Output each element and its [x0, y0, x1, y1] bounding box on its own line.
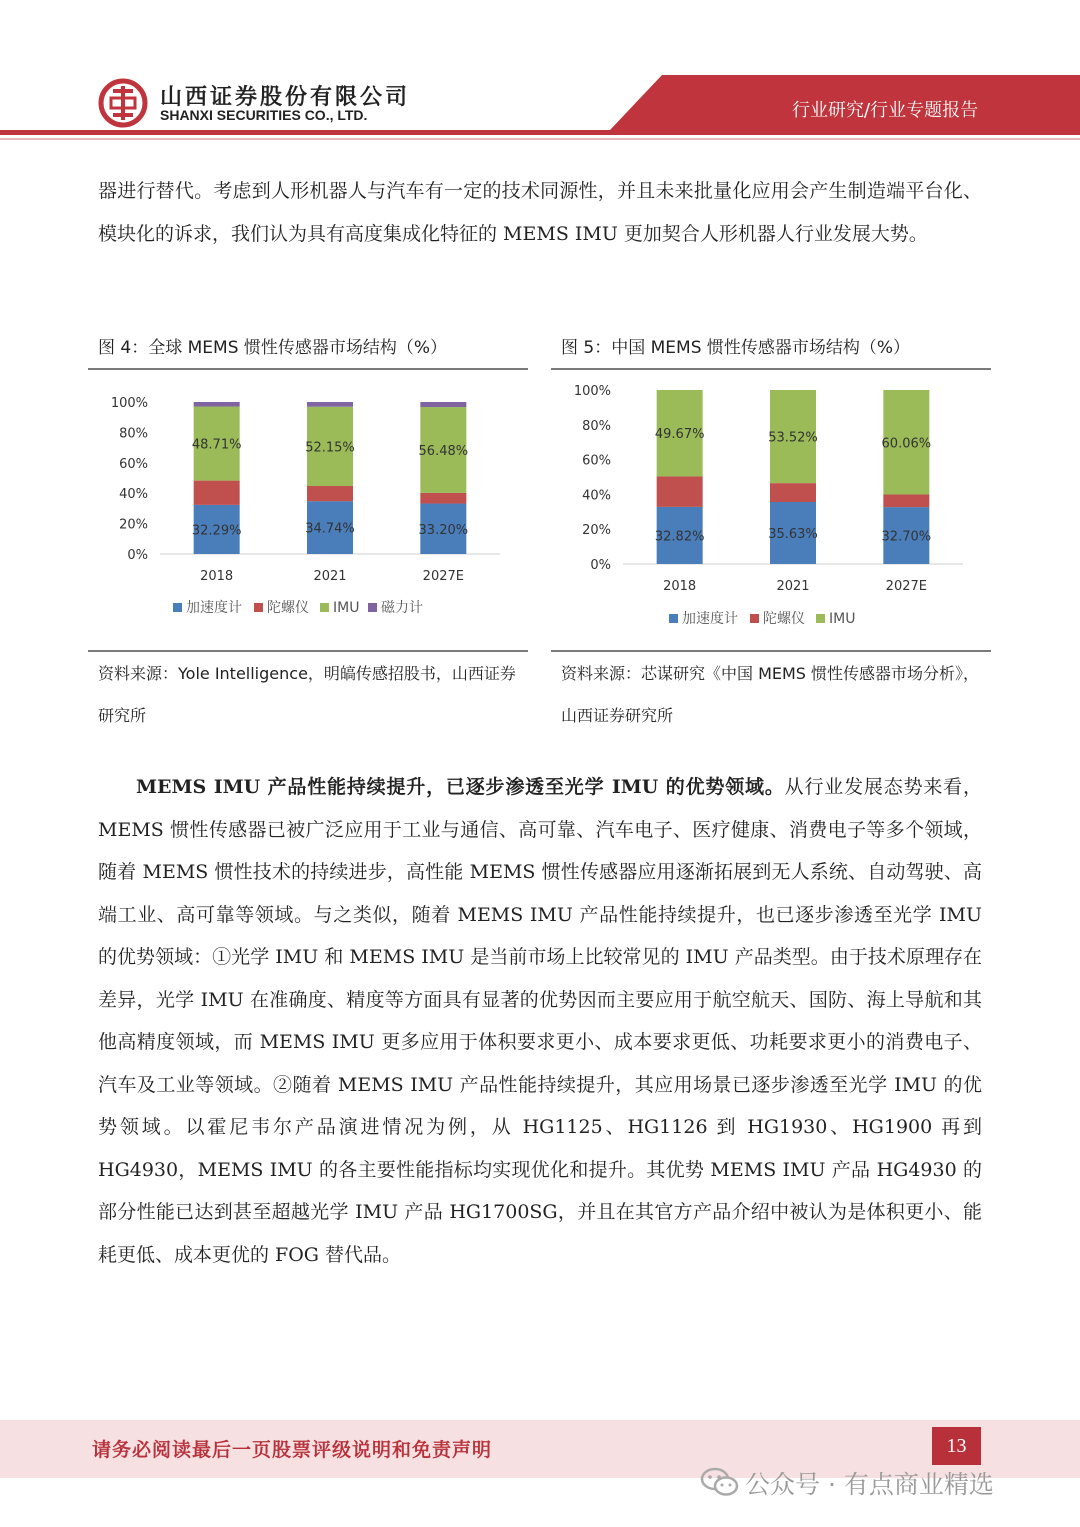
- wechat-icon: [700, 1466, 740, 1498]
- x-tick-label: 2021: [776, 579, 810, 594]
- figure4-chart: [88, 376, 528, 646]
- company-logo-icon: [98, 78, 148, 128]
- legend-label: IMU: [333, 600, 360, 616]
- paragraph-body-text: 从行业发展态势来看，MEMS 惯性传感器已被广泛应用于工业与通信、高可靠、汽车电子、医疗健康、消费电子等多个领域，随着 MEMS 惯性技术的持续进步，高性能 MEMS 惯性传感器应用逐渐拓展到无人系统、自动驾驶、高端工业、高可靠等领域。与之类似，随着 MEMS IMU 产品性能持续提升，也已逐步渗透至光学 IMU 的优势领域：①光学 IMU 和 MEMS IMU 是当前市场上比较常见的 IMU 产品类型。由于技术原理存在差异，光学 IMU 在准确度、精度等方面具有显著的优势因而主要应用于航空航天、国防、海上导航和其他高精度领域，而 MEMS IMU 更多应用于体积要求更小、成本要求更低、功耗要求更小的消费电子、汽车及工业等领域。②随着 MEMS IMU 产品性能持续提升，其应用场景已逐步渗透至光学 IMU 的优势领域。以霍尼韦尔产品演进情况为例，从 HG1125、HG1126 到 HG1930、HG1900 再到 HG4930，MEMS IMU 的各主要性能指标均实现优化和提升。其优势 MEMS IMU 产品 HG4930 的部分性能已达到甚至超越光学 IMU 产品 HG1700SG，并且在其官方产品介绍中被认为是体积更小、能耗更低、成本更优的 FOG 替代品。: [98, 776, 982, 1266]
- y-tick-label: 40%: [582, 488, 611, 504]
- figure5-chart: [551, 376, 991, 646]
- legend-label: IMU: [829, 611, 856, 627]
- data-label: 33.20%: [418, 522, 469, 538]
- disclaimer-text: 请务必阅读最后一页股票评级说明和免责声明: [92, 1439, 493, 1461]
- page-header: [0, 0, 1080, 150]
- data-label: 48.71%: [191, 437, 242, 453]
- figure4-title: 图 4：全球 MEMS 惯性传感器市场结构（%）: [98, 338, 448, 358]
- bar-segment: [307, 402, 353, 407]
- data-label: 53.52%: [768, 430, 818, 446]
- data-label: 35.63%: [768, 527, 818, 543]
- data-label: 52.15%: [305, 440, 355, 456]
- y-tick-label: 20%: [119, 517, 148, 533]
- x-tick-label: 2018: [663, 579, 697, 594]
- data-label: 32.70%: [881, 529, 932, 545]
- data-label: 49.67%: [654, 427, 705, 443]
- company-name-cn: 山西证券股份有限公司: [160, 85, 411, 110]
- y-tick-label: 80%: [582, 418, 611, 434]
- bar-segment: [420, 493, 466, 504]
- legend-swatch: [173, 603, 182, 612]
- data-label: 56.48%: [418, 443, 469, 459]
- figure5-source: 资料来源：芯谋研究《中国 MEMS 惯性传感器市场分析》，山西证券研究所: [561, 664, 980, 725]
- legend-label: 陀螺仪: [763, 611, 805, 627]
- legend-swatch: [320, 603, 329, 612]
- x-tick-label: 2027E: [422, 569, 464, 584]
- y-tick-label: 60%: [119, 456, 148, 472]
- data-label: 34.74%: [305, 521, 355, 537]
- figure5-title: 图 5：中国 MEMS 惯性传感器市场结构（%）: [561, 338, 911, 358]
- bar-segment: [194, 481, 240, 505]
- paragraph-body: [98, 766, 982, 1276]
- bar-segment: [883, 495, 929, 508]
- y-tick-label: 20%: [582, 523, 611, 539]
- data-label: 32.82%: [654, 529, 705, 545]
- paragraph-intro: 器进行替代。考虑到人形机器人与汽车有一定的技术同源性，并且未来批量化应用会产生制造端平台化、模块化的诉求，我们认为具有高度集成化特征的 MEMS IMU 更加契合人形机器人行业发展大势。: [98, 180, 982, 245]
- x-tick-label: 2021: [313, 569, 347, 584]
- y-tick-label: 0%: [127, 548, 148, 563]
- figure4-top-rule: [88, 368, 528, 370]
- legend-label: 加速度计: [186, 600, 242, 616]
- bar-segment: [657, 476, 703, 506]
- legend-swatch: [254, 603, 263, 612]
- figure4-source: 资料来源：Yole Intelligence，明皜传感招股书，山西证券研究所: [98, 664, 516, 725]
- legend-swatch: [368, 603, 377, 612]
- legend-label: 加速度计: [682, 611, 738, 627]
- y-tick-label: 100%: [110, 396, 148, 411]
- bar-segment: [194, 402, 240, 407]
- data-label: 60.06%: [881, 436, 932, 452]
- y-tick-label: 100%: [573, 384, 611, 399]
- legend-swatch: [750, 614, 759, 623]
- report-type: 行业研究/行业专题报告: [792, 100, 979, 121]
- x-tick-label: 2027E: [885, 579, 927, 594]
- paragraph-lead: MEMS IMU 产品性能持续提升，已逐步渗透至光学 IMU 的优势领域。: [136, 776, 785, 798]
- data-label: 32.29%: [191, 523, 242, 539]
- page-number: 13: [932, 1427, 981, 1465]
- company-name-en: SHANXI SECURITIES CO., LTD.: [160, 107, 368, 123]
- y-tick-label: 60%: [582, 453, 611, 469]
- legend-label: 磁力计: [381, 600, 423, 616]
- y-tick-label: 0%: [590, 558, 611, 573]
- bar-segment: [770, 483, 816, 502]
- x-tick-label: 2018: [200, 569, 234, 584]
- figure5-bottom-rule: [551, 650, 991, 652]
- figure5-top-rule: [551, 368, 991, 370]
- legend-label: 陀螺仪: [267, 600, 309, 616]
- y-tick-label: 80%: [119, 426, 148, 442]
- legend-swatch: [816, 614, 825, 623]
- bar-segment: [420, 402, 466, 407]
- bar-segment: [307, 486, 353, 501]
- figure4-bottom-rule: [88, 650, 528, 652]
- legend-swatch: [669, 614, 678, 623]
- y-tick-label: 40%: [119, 487, 148, 503]
- watermark-text: 公众号 · 有点商业精选: [745, 1470, 994, 1499]
